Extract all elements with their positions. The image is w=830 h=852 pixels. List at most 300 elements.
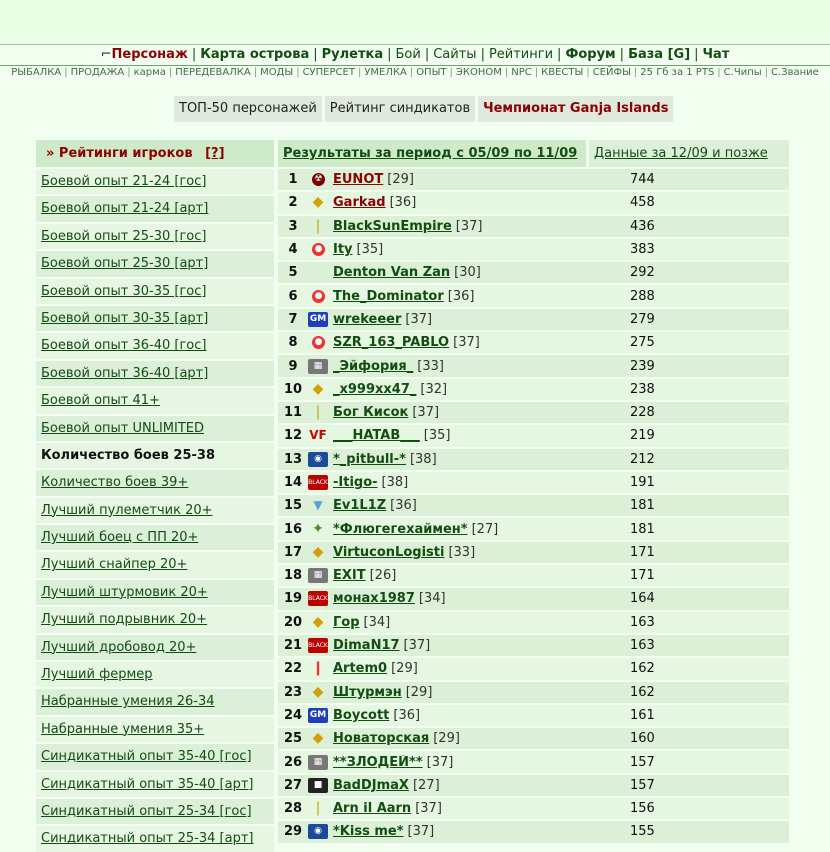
sidebar-item[interactable]: [36, 607, 274, 632]
player-link[interactable]: EXIT: [333, 568, 366, 584]
player-level: [33]: [448, 544, 476, 560]
sub-navigation: [0, 66, 830, 80]
player-level: [36]: [447, 288, 475, 304]
points-cell: 275: [630, 335, 655, 351]
points-cell: 744: [630, 172, 655, 188]
player-cell: [308, 219, 618, 234]
subnav-separator: |: [586, 67, 590, 78]
points-cell: 181: [630, 521, 655, 537]
rank-cell: 27: [283, 777, 303, 793]
player-level: [34]: [363, 614, 391, 630]
subnav-separator: |: [717, 67, 721, 78]
sidebar-item[interactable]: [36, 169, 274, 194]
nav-item[interactable]: Сайты: [433, 47, 477, 62]
sidebar-item-label[interactable]: Боевой опыт 41+: [41, 393, 160, 409]
rank-cell: 25: [283, 731, 303, 747]
rank-cell: 26: [283, 754, 303, 770]
sidebar-item-label[interactable]: Лучший фермер: [41, 667, 153, 683]
top-banner: [0, 0, 830, 45]
nav-separator: |: [619, 47, 625, 62]
table-row: [278, 402, 789, 423]
points-cell: 155: [630, 824, 655, 840]
points-cell: 228: [630, 405, 655, 421]
player-link[interactable]: EUNOT: [333, 172, 384, 188]
player-link[interactable]: Ity: [333, 242, 353, 258]
vf-icon: VF: [309, 428, 327, 443]
rank-cell: 18: [283, 568, 303, 584]
sidebar-item-label[interactable]: Боевой опыт 36-40 [арт]: [41, 365, 209, 381]
rank-cell: 6: [288, 288, 298, 304]
nav-separator: |: [313, 47, 318, 62]
rank-cell: 5: [288, 265, 298, 281]
none-icon: [308, 265, 328, 280]
nav-item[interactable]: База [G]: [628, 47, 691, 62]
sidebar-item[interactable]: [36, 662, 274, 687]
table-row: [278, 588, 789, 609]
player-link[interactable]: The_Dominator: [333, 288, 444, 304]
sidebar-item[interactable]: [36, 744, 274, 769]
sidebar-item-label[interactable]: Лучший подрывник 20+: [41, 612, 208, 628]
subnav-separator: |: [764, 67, 768, 78]
player-link[interactable]: ___HATAB___: [333, 428, 420, 444]
drug-icon: ☢: [312, 173, 325, 186]
player-cell: [308, 289, 618, 304]
sidebar-item-label[interactable]: Лучший снайпер 20+: [41, 557, 188, 573]
redcirc-icon: ●: [312, 336, 325, 349]
player-level: [33]: [417, 358, 444, 374]
sidebar-item[interactable]: [36, 635, 274, 660]
player-link[interactable]: монах1987: [333, 591, 415, 607]
sidebar-item[interactable]: [36, 333, 274, 358]
sidebar-item-label[interactable]: Набранные умения 26-34: [41, 694, 215, 710]
table-row: [278, 355, 789, 376]
player-level: [27]: [412, 777, 440, 793]
grey-icon: ▦: [308, 755, 328, 770]
nav-item[interactable]: Чат: [702, 47, 730, 62]
player-cell: [308, 545, 618, 560]
player-cell: [308, 708, 618, 723]
player-link[interactable]: Штурмэн: [333, 684, 402, 700]
player-level: [29]: [405, 684, 433, 700]
sidebar-item-label[interactable]: Лучший пулеметчик 20+: [41, 502, 213, 518]
subnav-separator: |: [633, 67, 638, 78]
player-cell: [308, 615, 618, 630]
rank-cell: 8: [288, 335, 298, 351]
tri-icon: ▼: [313, 498, 323, 513]
points-cell: 171: [630, 544, 655, 560]
sidebar-item-label[interactable]: Боевой опыт 21-24 [гос]: [41, 174, 207, 189]
player-cell: [308, 638, 618, 653]
subnav-item[interactable]: РЫБАЛКА: [11, 67, 62, 78]
points-cell: 181: [630, 498, 655, 514]
sidebar-item-label[interactable]: Боевой опыт 25-30 [арт]: [41, 256, 209, 272]
player-cell: [308, 242, 618, 257]
sidebar-item[interactable]: [36, 826, 274, 851]
player-link[interactable]: Новаторская: [333, 731, 430, 747]
table-row: [278, 216, 789, 237]
sidebar-item-label[interactable]: Боевой опыт 30-35 [гос]: [41, 283, 207, 299]
table-row: [278, 728, 789, 749]
player-cell: [308, 475, 618, 490]
sidebar-item[interactable]: [36, 717, 274, 742]
results-header: [278, 140, 789, 167]
rating-tabs: [174, 96, 673, 122]
nav-item[interactable]: Форум: [565, 47, 616, 62]
points-cell: 458: [630, 195, 655, 211]
player-link[interactable]: *_pitbull-*: [333, 451, 406, 467]
sidebar-item[interactable]: [36, 388, 274, 413]
subnav-separator: |: [409, 67, 414, 78]
points-cell: 238: [630, 381, 655, 397]
results-table: [278, 169, 789, 843]
table-row: [278, 612, 789, 633]
rank-cell: 12: [283, 428, 303, 444]
player-cell: [308, 498, 618, 513]
player-level: [37]: [415, 801, 442, 817]
player-level: [37]: [453, 335, 480, 351]
rank-cell: 23: [283, 684, 303, 700]
points-cell: 191: [630, 475, 655, 490]
nav-separator: |: [480, 47, 485, 62]
sidebar-item-label[interactable]: Боевой опыт 25-30 [гос]: [41, 228, 207, 244]
player-cell: [308, 172, 618, 187]
sidebar-item[interactable]: [36, 689, 274, 714]
rank-cell: 13: [283, 451, 303, 467]
player-level: [37]: [403, 638, 431, 654]
player-link[interactable]: wrekeeer: [333, 311, 402, 327]
nav-separator: |: [557, 47, 562, 62]
sidebar-item-label[interactable]: Лучший штурмовик 20+: [41, 584, 208, 600]
table-row: [278, 285, 789, 306]
table-row: [278, 518, 789, 539]
grey-icon: ▦: [308, 568, 328, 583]
points-cell: 279: [630, 311, 655, 327]
period-header: [278, 140, 586, 167]
nav-separator: |: [424, 47, 430, 62]
player-cell: [308, 755, 618, 770]
table-row: [278, 495, 789, 516]
sidebar-item[interactable]: [36, 361, 274, 386]
sidebar-item-label[interactable]: Синдикатный опыт 35-40 [гос]: [41, 749, 252, 765]
rank-cell: 14: [283, 475, 303, 490]
player-level: [37]: [405, 311, 433, 327]
table-row: [278, 472, 789, 493]
player-link[interactable]: Arn il Aarn: [333, 801, 412, 817]
player-level: [35]: [423, 428, 451, 444]
rank-cell: 19: [283, 591, 303, 607]
sidebar: [36, 140, 274, 852]
sidebar-item-label[interactable]: Лучший боец с ПП 20+: [41, 530, 199, 546]
rank-cell: 3: [288, 218, 298, 234]
points-cell: 239: [630, 358, 655, 374]
period-link[interactable]: Результаты за период с 05/09 по 11/09: [283, 146, 578, 161]
table-row: [278, 821, 789, 842]
leaf-icon: ✦: [312, 521, 324, 537]
player-cell: [308, 731, 618, 746]
rank-cell: 4: [288, 242, 298, 258]
sidebar-list: [36, 169, 274, 852]
sidebar-item[interactable]: [36, 470, 274, 495]
subnav-item[interactable]: КВЕСТЫ: [541, 67, 584, 78]
subnav-item[interactable]: СЕЙФЫ: [592, 67, 631, 78]
subnav-item[interactable]: 25 Гб за 1 PTS: [640, 67, 715, 78]
points-cell: 163: [630, 638, 655, 654]
subnav-separator: |: [357, 67, 362, 78]
redcirc-icon: ●: [312, 243, 325, 256]
player-cell: [308, 591, 618, 606]
player-cell: [308, 428, 618, 443]
sidebar-item-label[interactable]: Синдикатный опыт 25-34 [гос]: [41, 803, 252, 819]
points-cell: 212: [630, 451, 655, 467]
sidebar-item[interactable]: [36, 772, 274, 797]
player-cell: [308, 801, 618, 816]
table-row: [278, 658, 789, 679]
rank-cell: 21: [283, 638, 303, 654]
star-icon: ◆: [312, 544, 324, 560]
rank-cell: 17: [283, 544, 303, 560]
points-cell: 160: [630, 731, 655, 747]
table-row: [278, 379, 789, 400]
subnav-item[interactable]: С.Звание: [771, 67, 819, 78]
player-level: [37]: [426, 754, 454, 770]
sidebar-item[interactable]: [36, 224, 274, 249]
player-link[interactable]: DimaN17: [333, 638, 400, 654]
subnav-item[interactable]: МОДЫ: [260, 67, 294, 78]
sidebar-item-label[interactable]: Лучший дробовод 20+: [41, 639, 197, 655]
player-level: [35]: [356, 242, 384, 258]
player-link[interactable]: Ev1L1Z: [333, 498, 387, 514]
sidebar-item-label[interactable]: Количество боев 25-38: [41, 447, 216, 463]
player-cell: [308, 265, 618, 280]
black-icon: BLACK: [308, 475, 328, 490]
table-row: [278, 169, 789, 190]
gm-icon: GM: [308, 708, 328, 723]
player-level: [27]: [471, 521, 499, 537]
table-row: [278, 192, 789, 213]
blue-icon: ◉: [308, 452, 328, 467]
player-link[interactable]: *Kiss me*: [333, 824, 404, 840]
points-cell: 156: [630, 801, 655, 817]
star-icon: ◆: [312, 614, 324, 630]
sidebar-item[interactable]: [36, 498, 274, 523]
help-link[interactable]: [?]: [205, 146, 225, 161]
points-cell: 162: [630, 684, 655, 700]
black-icon: BLACK: [308, 638, 328, 653]
player-link[interactable]: *Флюгегехаймен*: [333, 521, 468, 537]
star-icon: ◆: [312, 195, 324, 211]
table-row: [278, 751, 789, 772]
sidebar-item-label[interactable]: Боевой опыт 36-40 [гос]: [41, 338, 207, 354]
subnav-separator: |: [296, 67, 300, 78]
sidebar-item-label[interactable]: Синдикатный опыт 35-40 [арт]: [41, 776, 254, 792]
points-cell: 157: [630, 754, 655, 770]
player-cell: [308, 568, 618, 583]
grey-icon: ▦: [308, 359, 328, 374]
table-row: [278, 309, 789, 330]
subnav-item[interactable]: СУПЕРСЕТ: [302, 67, 355, 78]
sidebar-item-label[interactable]: Боевой опыт 21-24 [арт]: [41, 201, 209, 217]
table-row: [278, 775, 789, 796]
points-cell: 171: [630, 568, 655, 584]
subnav-item[interactable]: ПРОДАЖА: [70, 67, 125, 78]
subnav-item[interactable]: карма: [133, 67, 166, 78]
player-link[interactable]: BlackSunEmpire: [333, 218, 452, 234]
sidebar-item[interactable]: [36, 580, 274, 605]
nav-item[interactable]: Рулетка: [321, 47, 384, 62]
subnav-separator: |: [127, 67, 131, 78]
subnav-separator: |: [534, 67, 539, 78]
subnav-item[interactable]: УМЕЛКА: [364, 67, 407, 78]
sidebar-item[interactable]: [36, 279, 274, 304]
player-link[interactable]: **ЗЛОДЕЙ**: [333, 754, 423, 770]
rank-cell: 11: [283, 405, 303, 421]
star-icon: ◆: [312, 731, 324, 747]
sidebar-item[interactable]: [36, 306, 274, 331]
player-link[interactable]: Garkad: [333, 195, 386, 211]
player-cell: [308, 661, 618, 676]
sidebar-item-label[interactable]: Боевой опыт UNLIMITED: [41, 420, 205, 436]
sidebar-item[interactable]: [36, 552, 274, 577]
sidebar-item[interactable]: [36, 196, 274, 221]
subnav-item[interactable]: С.Чипы: [723, 67, 762, 78]
main-navigation: [0, 45, 830, 66]
player-level: [37]: [407, 824, 435, 840]
player-link[interactable]: Бог Кисок: [333, 405, 409, 421]
subnav-separator: |: [64, 67, 68, 78]
player-level: [26]: [369, 568, 397, 584]
player-link[interactable]: Artem0: [333, 661, 388, 677]
player-level: [36]: [390, 498, 417, 514]
player-level: [36]: [393, 707, 421, 723]
table-row: [278, 449, 789, 470]
player-link[interactable]: _x999xx47_: [333, 381, 417, 397]
star-icon: ◆: [312, 684, 324, 700]
sidebar-item-label[interactable]: Синдикатный опыт 25-34 [арт]: [41, 831, 254, 847]
subnav-separator: |: [449, 67, 453, 78]
points-cell: 164: [630, 591, 655, 607]
rank-cell: 22: [283, 661, 303, 677]
bar-icon: ❘: [312, 405, 324, 421]
player-link[interactable]: Denton Van Zan: [333, 265, 451, 281]
points-cell: 163: [630, 614, 655, 630]
sidebar-header: [36, 140, 274, 167]
player-level: [34]: [418, 591, 446, 607]
redcirc-icon: ●: [312, 290, 325, 303]
sidebar-item-label[interactable]: Набранные умения 35+: [41, 721, 205, 737]
dark-icon: ■: [308, 778, 328, 793]
player-level: [32]: [420, 381, 448, 397]
star-icon: ◆: [312, 381, 324, 397]
player-link[interactable]: -Itigo-: [333, 475, 378, 490]
table-row: [278, 635, 789, 656]
player-level: [38]: [409, 451, 437, 467]
later-data-link[interactable]: Данные за 12/09 и позже: [594, 146, 768, 161]
bar-icon: ❘: [312, 801, 324, 817]
table-row: [278, 239, 789, 260]
tab-0[interactable]: ТОП-50 персонажей: [174, 96, 322, 122]
rank-cell: 15: [283, 498, 303, 514]
player-level: [29]: [433, 731, 460, 747]
rank-cell: 20: [283, 614, 303, 630]
gun-icon: ⌐: [100, 47, 112, 62]
sidebar-title: » Рейтинги игроков: [46, 146, 193, 161]
sidebar-item[interactable]: [36, 525, 274, 550]
subnav-separator: |: [168, 67, 173, 78]
player-level: [36]: [389, 195, 417, 211]
player-link[interactable]: SZR_163_PABLO: [333, 335, 450, 351]
player-level: [37]: [455, 218, 483, 234]
sidebar-item[interactable]: [36, 251, 274, 276]
subnav-item[interactable]: ПЕРЕДЕВАЛКА: [175, 67, 251, 78]
player-level: [30]: [454, 265, 481, 281]
points-cell: 157: [630, 777, 655, 793]
sidebar-item-label[interactable]: Количество боев 39+: [41, 475, 189, 491]
rank-cell: 24: [283, 707, 303, 723]
tab-2[interactable]: Чемпионат Ganja Islands: [478, 96, 673, 122]
nav-separator: |: [694, 47, 699, 62]
player-cell: [308, 778, 618, 793]
rank-cell: 2: [288, 195, 298, 211]
player-cell: [308, 359, 618, 374]
rank-cell: 29: [283, 824, 303, 840]
sidebar-item-label[interactable]: Боевой опыт 30-35 [арт]: [41, 310, 209, 326]
player-link[interactable]: BadDJmaX: [333, 777, 409, 793]
black-icon: BLACK: [308, 591, 328, 606]
nav-item[interactable]: Карта острова: [200, 47, 310, 62]
later-header: [589, 140, 789, 167]
table-row: [278, 425, 789, 446]
sidebar-item[interactable]: [36, 416, 274, 441]
nav-separator: |: [191, 47, 197, 62]
player-link[interactable]: _Эйфория_: [333, 358, 414, 374]
bar-icon: ❘: [312, 218, 324, 234]
subnav-item[interactable]: ЭКОНОМ: [455, 67, 502, 78]
rank-cell: 9: [288, 358, 298, 374]
points-cell: 292: [630, 265, 655, 281]
nav-separator: |: [387, 47, 392, 62]
sidebar-item[interactable]: [36, 799, 274, 824]
nav-item[interactable]: Бой: [395, 47, 421, 62]
nav-item[interactable]: Персонаж: [111, 47, 188, 62]
player-level: [37]: [412, 405, 440, 421]
player-cell: [308, 382, 618, 397]
player-link[interactable]: Гор: [333, 614, 360, 630]
sidebar-item[interactable]: [36, 443, 274, 468]
tab-1[interactable]: Рейтинг синдикатов: [325, 96, 475, 122]
table-row: [278, 332, 789, 353]
table-row: [278, 682, 789, 703]
table-row: [278, 705, 789, 726]
redbar-icon: ❙: [312, 661, 324, 677]
points-cell: 288: [630, 288, 655, 304]
player-cell: [308, 824, 618, 839]
nav-item[interactable]: Рейтинги: [488, 47, 554, 62]
subnav-item[interactable]: NPC: [511, 67, 532, 78]
player-cell: [308, 452, 618, 467]
subnav-item[interactable]: ОПЫТ: [416, 67, 447, 78]
gm-icon: GM: [308, 312, 328, 327]
player-link[interactable]: Boycott: [333, 707, 390, 723]
player-cell: [308, 522, 618, 537]
player-cell: [308, 685, 618, 700]
player-link[interactable]: VirtuconLogisti: [333, 544, 445, 560]
points-cell: 383: [630, 242, 655, 258]
points-cell: 219: [630, 428, 655, 444]
player-cell: [308, 312, 618, 327]
rank-cell: 1: [288, 172, 298, 188]
subnav-separator: |: [504, 67, 509, 78]
points-cell: 436: [630, 218, 655, 234]
